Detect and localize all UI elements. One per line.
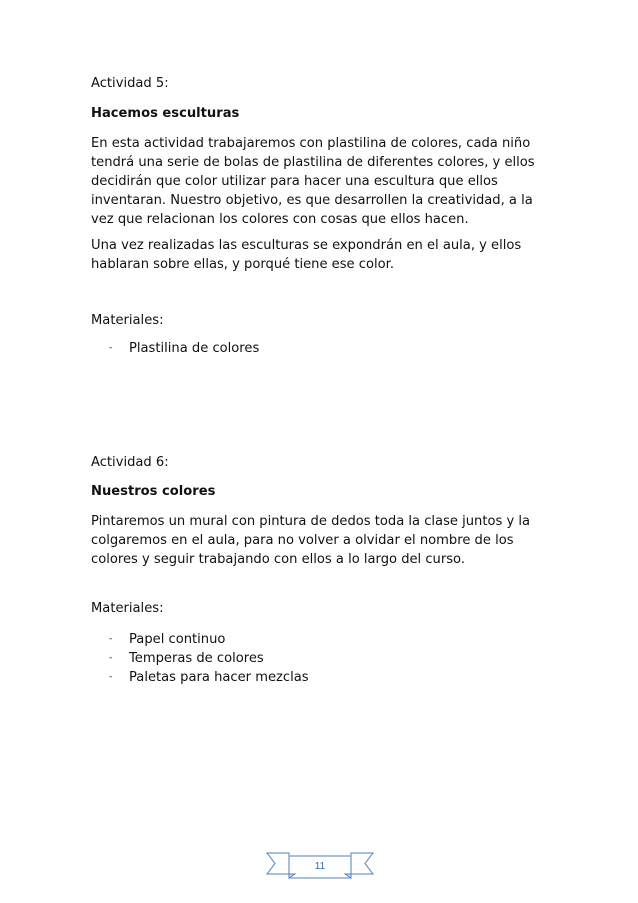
activity-5-description [91, 134, 551, 229]
page-number: 11 [314, 861, 326, 872]
activity-6-label: Actividad 6: [91, 455, 169, 470]
activity-6-title: Nuestros colores [91, 484, 216, 499]
material-item: Plastilina de colores [129, 341, 260, 356]
paragraph-line: En esta actividad trabajaremos con plastilina de colores, cada niño [91, 136, 531, 151]
list-item [109, 339, 259, 358]
paragraph-line: decidirán que color utilizar para hacer una escultura que ellos [91, 174, 498, 189]
activity-5-exhibition-text [91, 236, 551, 274]
paragraph-line: Pintaremos un mural con pintura de dedos toda la clase juntos y la [91, 514, 531, 529]
material-item: Temperas de colores [129, 651, 264, 666]
paragraph-line: tendrá una serie de bolas de plastilina de diferentes colores, y ellos [91, 155, 535, 170]
activity-5-materials-label: Materiales: [91, 313, 164, 328]
paragraph-line: vez que relacionan los colores con cosas que ellos hacen. [91, 212, 469, 227]
paragraph-line: colgaremos en el aula, para no volver a olvidar el nombre de los [91, 533, 514, 548]
paragraph-line: hablaran sobre ellas, y porqué tiene ese color. [91, 257, 394, 272]
dash-bullet-icon: - [109, 634, 113, 644]
dash-bullet-icon: - [109, 343, 113, 353]
activity-5-label: Actividad 5: [91, 76, 169, 91]
material-item: Paletas para hacer mezclas [129, 670, 309, 685]
dash-bullet-icon: - [109, 653, 113, 663]
activity-6-materials-label: Materiales: [91, 601, 164, 616]
paragraph-line: inventaran. Nuestro objetivo, es que desarrollen la creatividad, a la [91, 193, 533, 208]
dash-bullet-icon: - [109, 672, 113, 682]
list-item [109, 649, 264, 668]
activity-5-title: Hacemos esculturas [91, 106, 240, 121]
list-item [109, 630, 225, 649]
list-item [109, 668, 309, 687]
page-number-ribbon [265, 850, 375, 880]
paragraph-line: Una vez realizadas las esculturas se expondrán en el aula, y ellos [91, 238, 522, 253]
material-item: Papel continuo [129, 632, 226, 647]
paragraph-line: colores y seguir trabajando con ellos a lo largo del curso. [91, 552, 466, 567]
activity-6-description [91, 512, 551, 569]
